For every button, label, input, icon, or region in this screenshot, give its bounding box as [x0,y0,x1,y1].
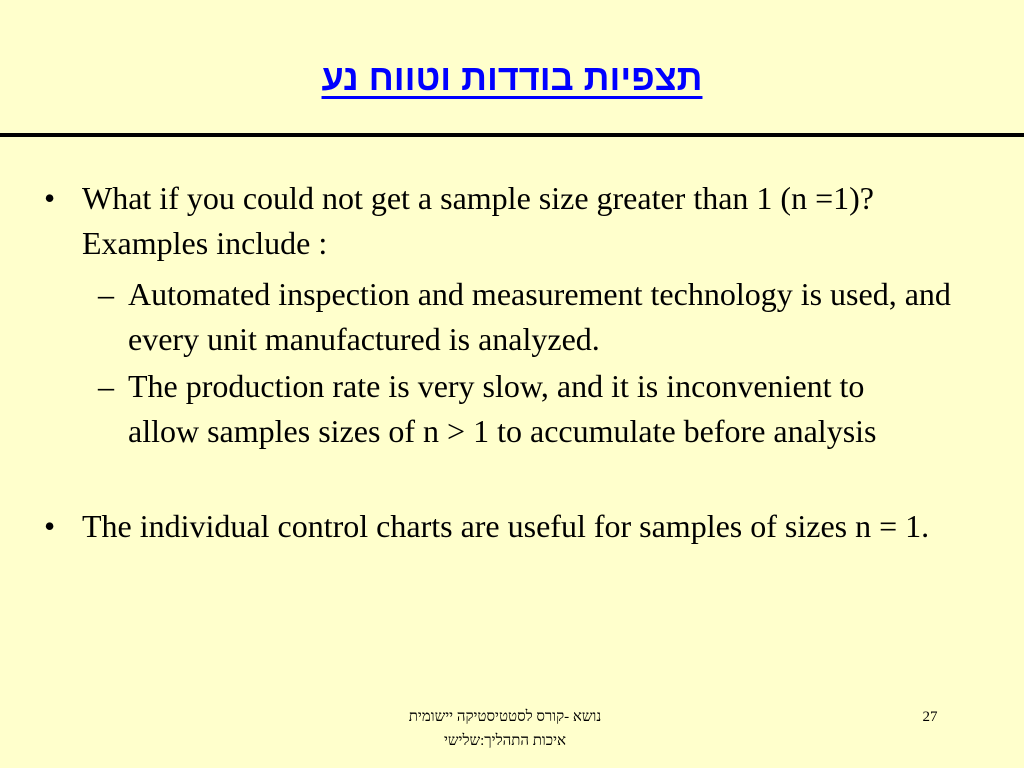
page-number: 27 [922,709,938,725]
footer-line-1: נושא -קורס לסטטיסטיקה יישומית [408,709,602,725]
bullet-text: What if you could not get a sample size greater than 1 (n =1)? Examples include : [82,180,874,261]
bullet-marker: • [44,180,56,216]
sub-bullet-text: Automated inspection and measurement technology is used, and every unit manufactured is analyzed. [128,276,951,357]
slide-title: תצפיות בודדות וטווח נע [321,57,703,98]
bullet-marker: • [44,508,56,544]
sub-bullet-marker: – [98,276,114,312]
footer-line-2: איכות התהליך:שלישי [443,733,566,749]
footer-course-info [340,705,670,753]
sub-bullet-text: The production rate is very slow, and it is inconvenient to allow samples sizes of n > 1 to accumulate before analysis [128,368,877,449]
bullet-text: The individual control charts are useful for samples of sizes n = 1. [82,508,930,544]
sub-bullet-marker: – [98,368,114,404]
